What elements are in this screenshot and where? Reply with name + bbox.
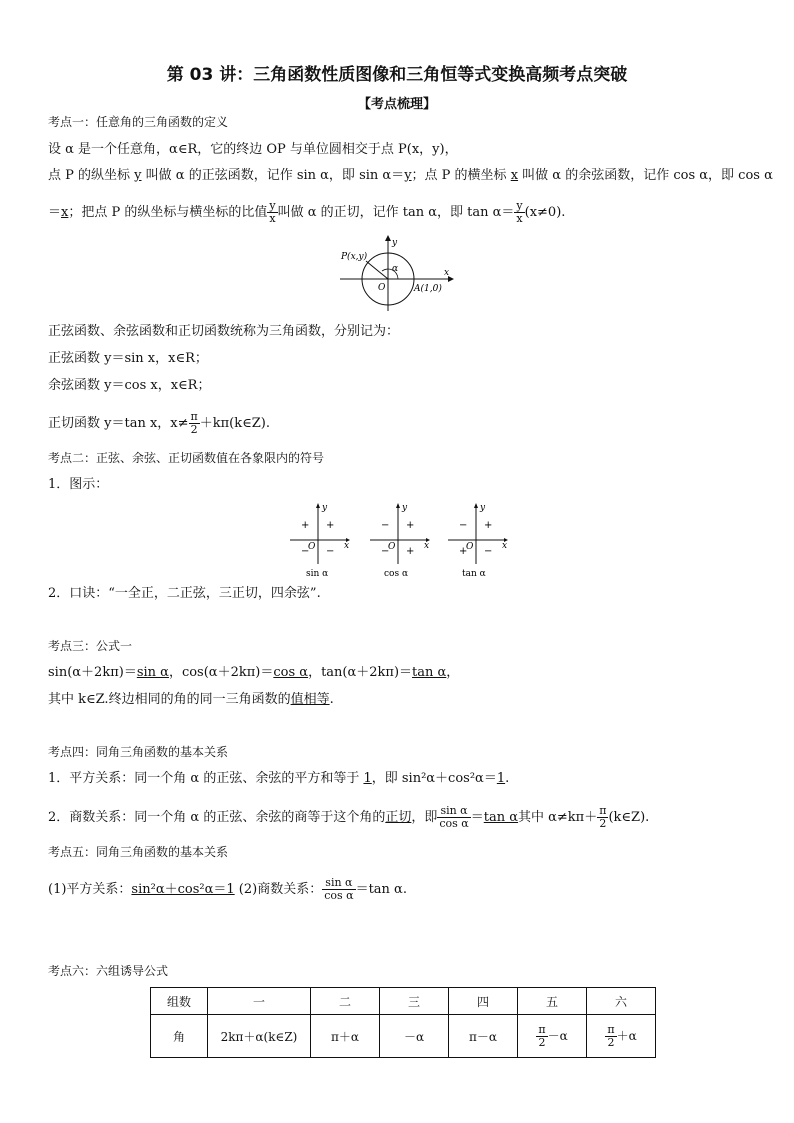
sign: − (326, 546, 335, 557)
k5-heading: 考点五：同角三角函数的基本关系 (48, 845, 229, 859)
svg-text:y: y (322, 503, 328, 513)
sin-quadrant (290, 503, 350, 579)
terminal-side (366, 261, 388, 279)
table-row (151, 1015, 656, 1058)
table-header-cell: 二 (311, 988, 380, 1015)
page-title: 第 03 讲：三角函数性质图像和三角恒等式变换高频考点突破 (166, 65, 628, 85)
k2-heading: 考点二：正弦、余弦、正切函数值在各象限内的符号 (48, 451, 325, 465)
table-header-cell: 六 (587, 988, 656, 1015)
label-x: x (444, 268, 450, 278)
sign: − (301, 546, 310, 557)
svg-text:+: + (406, 546, 415, 557)
table-header-cell: 五 (518, 988, 587, 1015)
label-cos: cos α (384, 569, 409, 579)
svg-text:−: − (381, 546, 390, 557)
unit-circle-figure (336, 233, 456, 313)
svg-text:x: x (502, 541, 508, 551)
table-cell: $\frac{\pi}{2}$ －α (518, 1015, 587, 1058)
table-cell: －α (380, 1015, 449, 1058)
label-alpha: α (392, 264, 399, 274)
svg-text:y: y (402, 503, 408, 513)
table-cell: π－α (449, 1015, 518, 1058)
label-sin: sin α (306, 569, 329, 579)
quadrant-sign-figure (284, 500, 514, 582)
table-header-cell: 三 (380, 988, 449, 1015)
label-tan: tan α (462, 569, 486, 579)
svg-text:−: − (484, 546, 493, 557)
k2-line1: 1．图示： (48, 477, 109, 492)
k2-line2: 2．口诀：“一全正，二正弦，三正切，四余弦”. (48, 586, 321, 601)
table-row (151, 988, 656, 1015)
k1-heading: 考点一：任意角的三角函数的定义 (48, 115, 229, 129)
sign: + (326, 520, 335, 531)
svg-text:+: + (406, 520, 415, 531)
svg-text:x: x (424, 541, 430, 551)
svg-text:+: + (484, 520, 493, 531)
label-p: P(x,y) (341, 252, 368, 262)
k3-heading: 考点三：公式一 (48, 639, 133, 653)
svg-text:x: x (344, 541, 350, 551)
cos-quadrant (370, 503, 430, 579)
sign: + (301, 520, 310, 531)
k4-heading: 考点四：同角三角函数的基本关系 (48, 745, 229, 759)
y-axis-arrow (385, 235, 391, 241)
table-header-cell: 组数 (151, 988, 208, 1015)
table-header-cell: 四 (449, 988, 518, 1015)
k3-line2: 其中 k∈Z.终边相同的角的同一三角函数的值相等. (48, 692, 334, 707)
svg-text:−: − (381, 520, 390, 531)
induction-formula-table (150, 987, 656, 1058)
svg-text:+: + (459, 546, 468, 557)
svg-text:O: O (388, 542, 396, 552)
table-cell: $\frac{\pi}{2}$ ＋α (587, 1015, 656, 1058)
tan-quadrant (448, 503, 508, 579)
table-cell: 2kπ＋α(k∈Z) (208, 1015, 311, 1058)
table-cell: π＋α (311, 1015, 380, 1058)
svg-text:O: O (466, 542, 474, 552)
k1-line2: 点 P 的纵坐标 y 叫做 α 的正弦函数，记作 sin α，即 sin α＝y；点 P 的横坐标 x 叫做 α 的余弦函数，记作 cos α，即 cos α (48, 168, 773, 183)
k6-heading: 考点六：六组诱导公式 (48, 964, 169, 978)
label-y: y (392, 238, 398, 248)
table-header-cell: 一 (208, 988, 311, 1015)
label-o: O (378, 283, 386, 293)
k1-line3: ＝x；把点 P 的纵坐标与横坐标的比值 $\frac{y}{x}$ 叫做 α 的正切，记作 tan α，即 tan α＝ $\frac{y}{x}$ (x≠0). (48, 199, 566, 225)
section-subtitle: 【考点梳理】 (357, 97, 436, 112)
k3-line1: sin(α＋2kπ)＝sin α，cos(α＋2kπ)＝cos α，tan(α＋2kπ)＝tan α， (48, 665, 460, 680)
svg-text:y: y (480, 503, 486, 513)
k4-line2: 2．商数关系：同一个角 α 的正弦、余弦的商等于这个角的正切，即 $\frac{\text{sin α}}{\text{cos α}}$ ＝tan α其中 α≠kπ＋ $\frac{\pi}{2}$ (k∈Z). (48, 804, 650, 830)
k1-line4: 正弦函数、余弦函数和正切函数统称为三角函数，分别记为： (48, 324, 400, 339)
label-a: A(1,0) (414, 284, 442, 294)
k1-line1: 设 α 是一个任意角，α∈R，它的终边 OP 与单位圆相交于点 P(x，y)， (48, 142, 458, 157)
svg-text:−: − (459, 520, 468, 531)
k1-line7: 正切函数 y＝tan x，x≠ $\frac{\pi}{2}$ ＋kπ(k∈Z). (48, 410, 270, 436)
table-cell: 角 (151, 1015, 208, 1058)
k1-line6: 余弦函数 y＝cos x，x∈R； (48, 378, 211, 393)
k1-line5: 正弦函数 y＝sin x，x∈R； (48, 351, 208, 366)
k4-line1: 1．平方关系：同一个角 α 的正弦、余弦的平方和等于 1，即 sin²α＋cos²α＝1. (48, 771, 510, 786)
k5-line1: (1)平方关系：sin²α＋cos²α＝1 (2)商数关系： $\frac{\text{sin α}}{\text{cos α}}$ ＝tan α. (48, 876, 407, 902)
svg-text:O: O (308, 542, 316, 552)
